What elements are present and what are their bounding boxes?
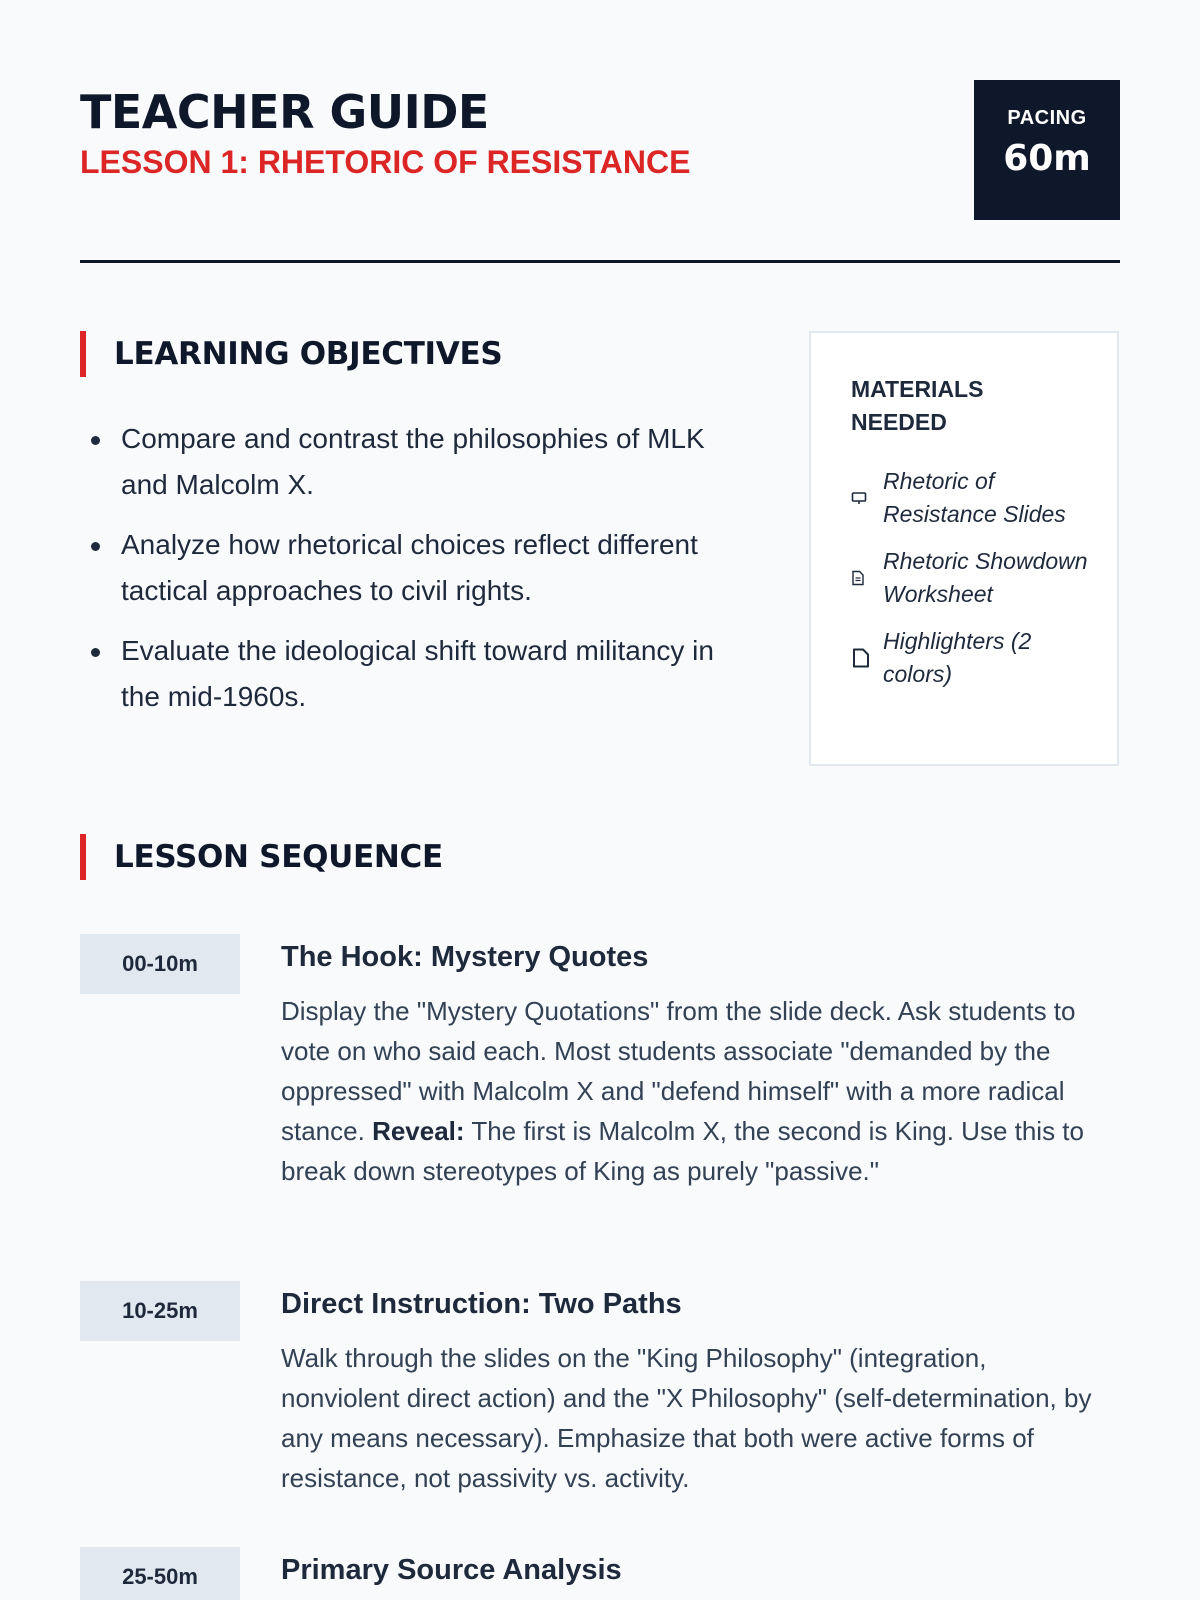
objectives-heading [80, 331, 720, 377]
objectives-heading-label: LEARNING OBJECTIVES [114, 336, 503, 372]
material-item [851, 465, 1091, 531]
time-badge: 10-25m [80, 1281, 240, 1341]
time-badge: 00-10m [80, 934, 240, 994]
objective-item: Evaluate the ideological shift toward militancy in the mid-1960s. [80, 628, 740, 720]
materials-list [851, 465, 1091, 705]
lesson-subtitle: LESSON 1: RHETORIC OF RESISTANCE [80, 144, 691, 180]
step-title: Direct Instruction: Two Paths [281, 1288, 682, 1320]
step-text: Display the "Mystery Quotations" from the slide deck. Ask students to vote on who said each. Most students associate "demanded by the oppressed" with Malcolm X and "defend himself" with a more radical stance. [281, 996, 1076, 1146]
step-text: The first is Malcolm X, the second is King. Use this to break down stereotypes of King as purely "passive." [281, 1116, 1084, 1186]
materials-title: MATERIALS NEEDED [851, 376, 984, 435]
step-description: Walk through the slides on the "King Philosophy" (integration, nonviolent direct action) and the "X Philosophy" (self-determination, by any means necessary). Emphasize that both were active forms of resistance, not passivity vs. activity. [281, 1343, 1092, 1493]
page-title: TEACHER GUIDE [80, 85, 489, 139]
material-item [851, 545, 1091, 611]
objectives-list [80, 416, 740, 734]
pacing-badge [974, 80, 1120, 220]
step-title: Primary Source Analysis [281, 1554, 622, 1586]
header-divider [80, 260, 1120, 263]
objective-item: Compare and contrast the philosophies of MLK and Malcolm X. [80, 416, 740, 508]
document-icon [851, 570, 873, 586]
material-label: Highlighters (2 colors) [883, 628, 1032, 687]
materials-panel [809, 331, 1119, 766]
sequence-heading-label: LESSON SEQUENCE [114, 839, 443, 875]
heading-accent-bar [80, 331, 86, 377]
pacing-value: 60m [1003, 138, 1091, 179]
sequence-heading [80, 834, 720, 880]
page-header [80, 80, 1120, 220]
step-emphasis: Reveal: [372, 1116, 465, 1146]
heading-accent-bar [80, 834, 86, 880]
presentation-icon [851, 490, 873, 506]
pacing-label: PACING [1007, 107, 1087, 129]
material-label: Rhetoric of Resistance Slides [883, 468, 1066, 527]
step-description [281, 991, 1111, 1191]
step-title: The Hook: Mystery Quotes [281, 941, 649, 973]
material-label: Rhetoric Showdown Worksheet [883, 548, 1088, 607]
objective-item: Analyze how rhetorical choices reflect different tactical approaches to civil rights. [80, 522, 740, 614]
time-badge: 25-50m [80, 1547, 240, 1600]
highlighter-icon [851, 647, 873, 669]
material-item [851, 625, 1091, 691]
